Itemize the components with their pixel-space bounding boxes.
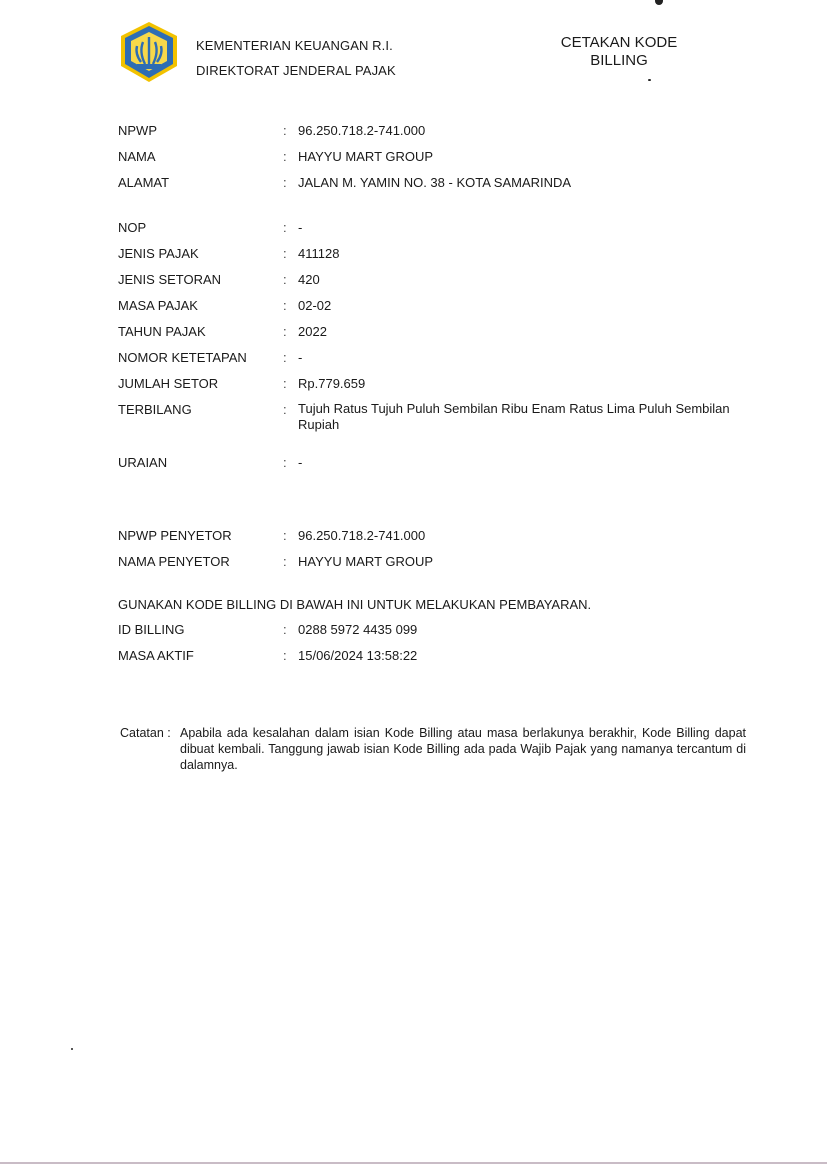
nama-label: NAMA [118,149,156,164]
colon: : [283,376,287,391]
note-text: Apabila ada kesalahan dalam isian Kode Billing atau masa berlakunya berakhir, Kode Billing dapat dibuat kembali. Tanggung jawab isian Kode Billing ada pada Wajib Pajak yang namanya tercantum di dalamnya. [180,726,746,772]
nama-penyetor-value: HAYYU MART GROUP [298,554,434,569]
ministry-line-1: KEMENTERIAN KEUANGAN R.I. [196,38,393,53]
tahun-pajak-value: 2022 [298,324,327,339]
colon: : [283,175,287,190]
npwp-label: NPWP [118,123,157,138]
nama-penyetor-label: NAMA PENYETOR [118,554,230,569]
colon: : [283,123,287,138]
jenis-pajak-label: JENIS PAJAK [118,246,199,261]
colon: : [283,298,287,313]
scan-speck [648,79,651,81]
colon: : [283,455,287,470]
jumlah-setor-value: Rp.779.659 [298,376,366,391]
document-title-line-2: BILLING [590,52,648,69]
jenis-setoran-label: JENIS SETORAN [118,272,222,287]
uraian-label: URAIAN [118,455,168,470]
colon: : [283,220,287,235]
scan-speck [71,1048,73,1050]
jenis-setoran-value: 420 [298,272,320,287]
colon: : [283,272,287,287]
colon: : [283,554,287,569]
npwp-penyetor-value: 96.250.718.2-741.000 [298,528,426,543]
npwp-value: 96.250.718.2-741.000 [298,123,426,138]
nomor-ketetapan-label: NOMOR KETETAPAN [118,350,247,365]
id-billing-label: ID BILLING [118,622,185,637]
nama-value: HAYYU MART GROUP [298,149,434,164]
scan-speck [655,0,663,5]
masa-pajak-value: 02-02 [298,298,332,313]
masa-aktif-value: 15/06/2024 13:58:22 [298,648,418,663]
page-edge-line [0,1162,827,1164]
nop-label: NOP [118,220,147,235]
colon: : [283,648,287,663]
id-billing-value: 0288 5972 4435 099 [298,622,418,637]
alamat-value: JALAN M. YAMIN NO. 38 - KOTA SAMARINDA [298,175,572,190]
ministry-line-2: DIREKTORAT JENDERAL PAJAK [196,63,396,78]
colon: : [283,622,287,637]
npwp-penyetor-label: NPWP PENYETOR [118,528,232,543]
masa-aktif-label: MASA AKTIF [118,648,194,663]
document-title [540,34,698,70]
jumlah-setor-label: JUMLAH SETOR [118,376,219,391]
kemenkeu-emblem-icon [117,20,181,84]
nop-value: - [298,220,303,235]
colon: : [283,350,287,365]
alamat-label: ALAMAT [118,175,170,190]
colon: : [283,402,287,417]
jenis-pajak-value: 411128 [298,246,340,261]
colon: : [283,246,287,261]
note-label: Catatan : [120,726,171,740]
document-title-line-1: CETAKAN KODE [560,34,678,51]
terbilang-label: TERBILANG [118,402,192,417]
colon: : [283,528,287,543]
ministry-name [196,33,396,83]
masa-pajak-label: MASA PAJAK [118,298,198,313]
colon: : [283,324,287,339]
terbilang-value: Tujuh Ratus Tujuh Puluh Sembilan Ribu Enam Ratus Lima Puluh Sembilan Rupiah [298,401,730,432]
tahun-pajak-label: TAHUN PAJAK [118,324,206,339]
uraian-value: - [298,455,303,470]
billing-instruction: GUNAKAN KODE BILLING DI BAWAH INI UNTUK MELAKUKAN PEMBAYARAN. [118,597,592,612]
nomor-ketetapan-value: - [298,350,303,365]
colon: : [283,149,287,164]
